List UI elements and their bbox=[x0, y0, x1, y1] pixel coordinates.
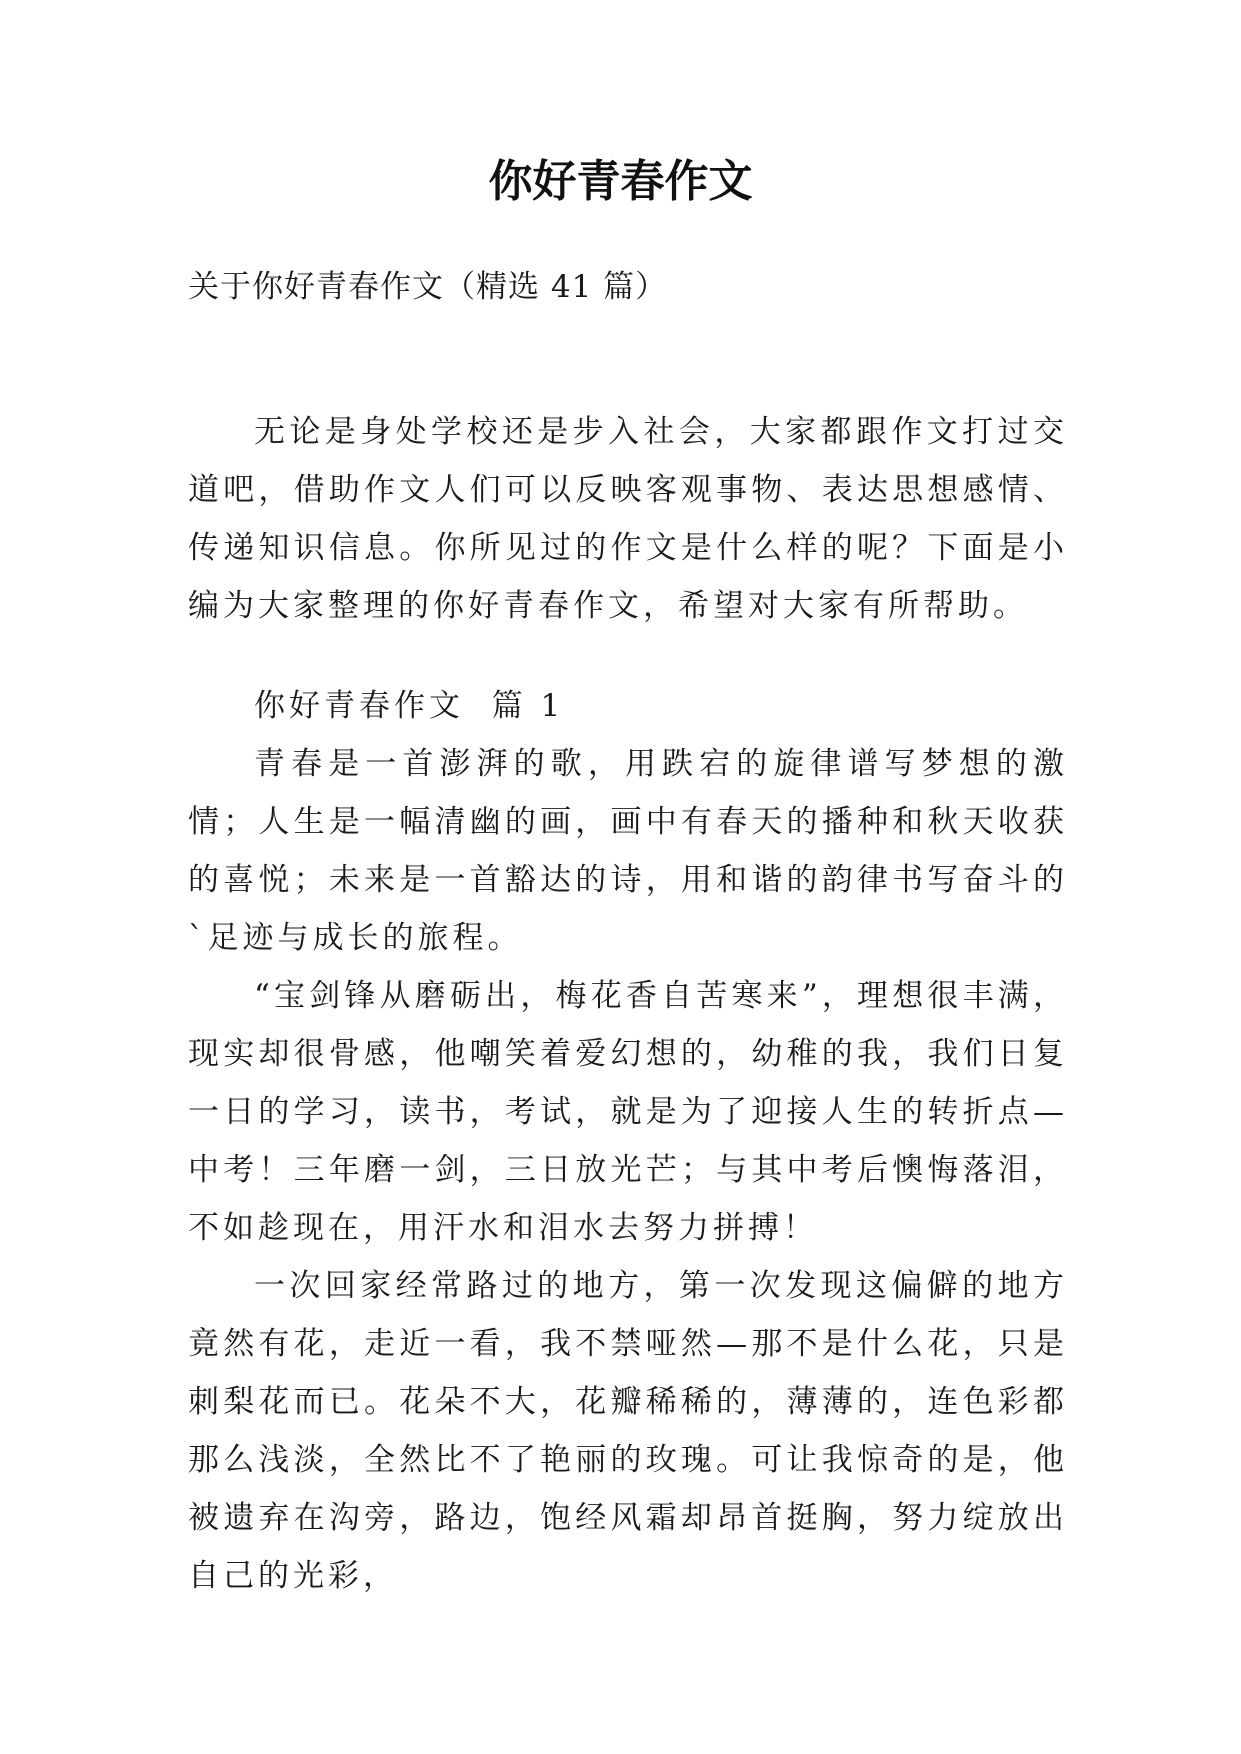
intro-paragraph: 无论是身处学校还是步入社会，大家都跟作文打过交道吧，借助作文人们可以反映客观事物、表达思想感情、传递知识信息。你所见过的作文是什么样的呢？下面是小编为大家整理的你好青春作文，希望对大家有所帮助。 bbox=[188, 414, 1068, 624]
body-paragraph-3: 一次回家经常路过的地方，第一次发现这偏僻的地方竟然有花，走近一看，我不禁哑然—那不是什么花，只是刺梨花而已。花朵不大，花瓣稀稀的，薄薄的，连色彩都那么浅淡，全然比不了艳丽的玫瑰。可让我惊奇的是，他被遗弃在沟旁，路边，饱经风霜却昂首挺胸，努力绽放出自己的光彩， bbox=[188, 1268, 1068, 1594]
document-body bbox=[188, 403, 1068, 1605]
body-paragraph-1: 青春是一首澎湃的歌，用跌宕的旋律谱写梦想的激情；人生是一幅清幽的画，画中有春天的播种和秋天收获的喜悦；未来是一首豁达的诗，用和谐的韵律书写奋斗的`足迹与成长的旅程。 bbox=[188, 746, 1068, 956]
section-heading: 你好青春作文 篇 1 bbox=[254, 688, 565, 724]
paragraph-spacer bbox=[188, 635, 1068, 677]
body-paragraph-2: “宝剑锋从磨砺出，梅花香自苦寒来”，理想很丰满，现实却很骨感，他嘲笑着爱幻想的，幼稚的我，我们日复一日的学习，读书，考试，就是为了迎接人生的转折点—中考！三年磨一剑，三日放光芒；与其中考后懊悔落泪，不如趁现在，用汗水和泪水去努力拼搏！ bbox=[188, 978, 1068, 1246]
document-title: 你好青春作文 bbox=[488, 156, 753, 207]
document-subtitle: 关于你好青春作文（精选 41 篇） bbox=[188, 269, 668, 305]
